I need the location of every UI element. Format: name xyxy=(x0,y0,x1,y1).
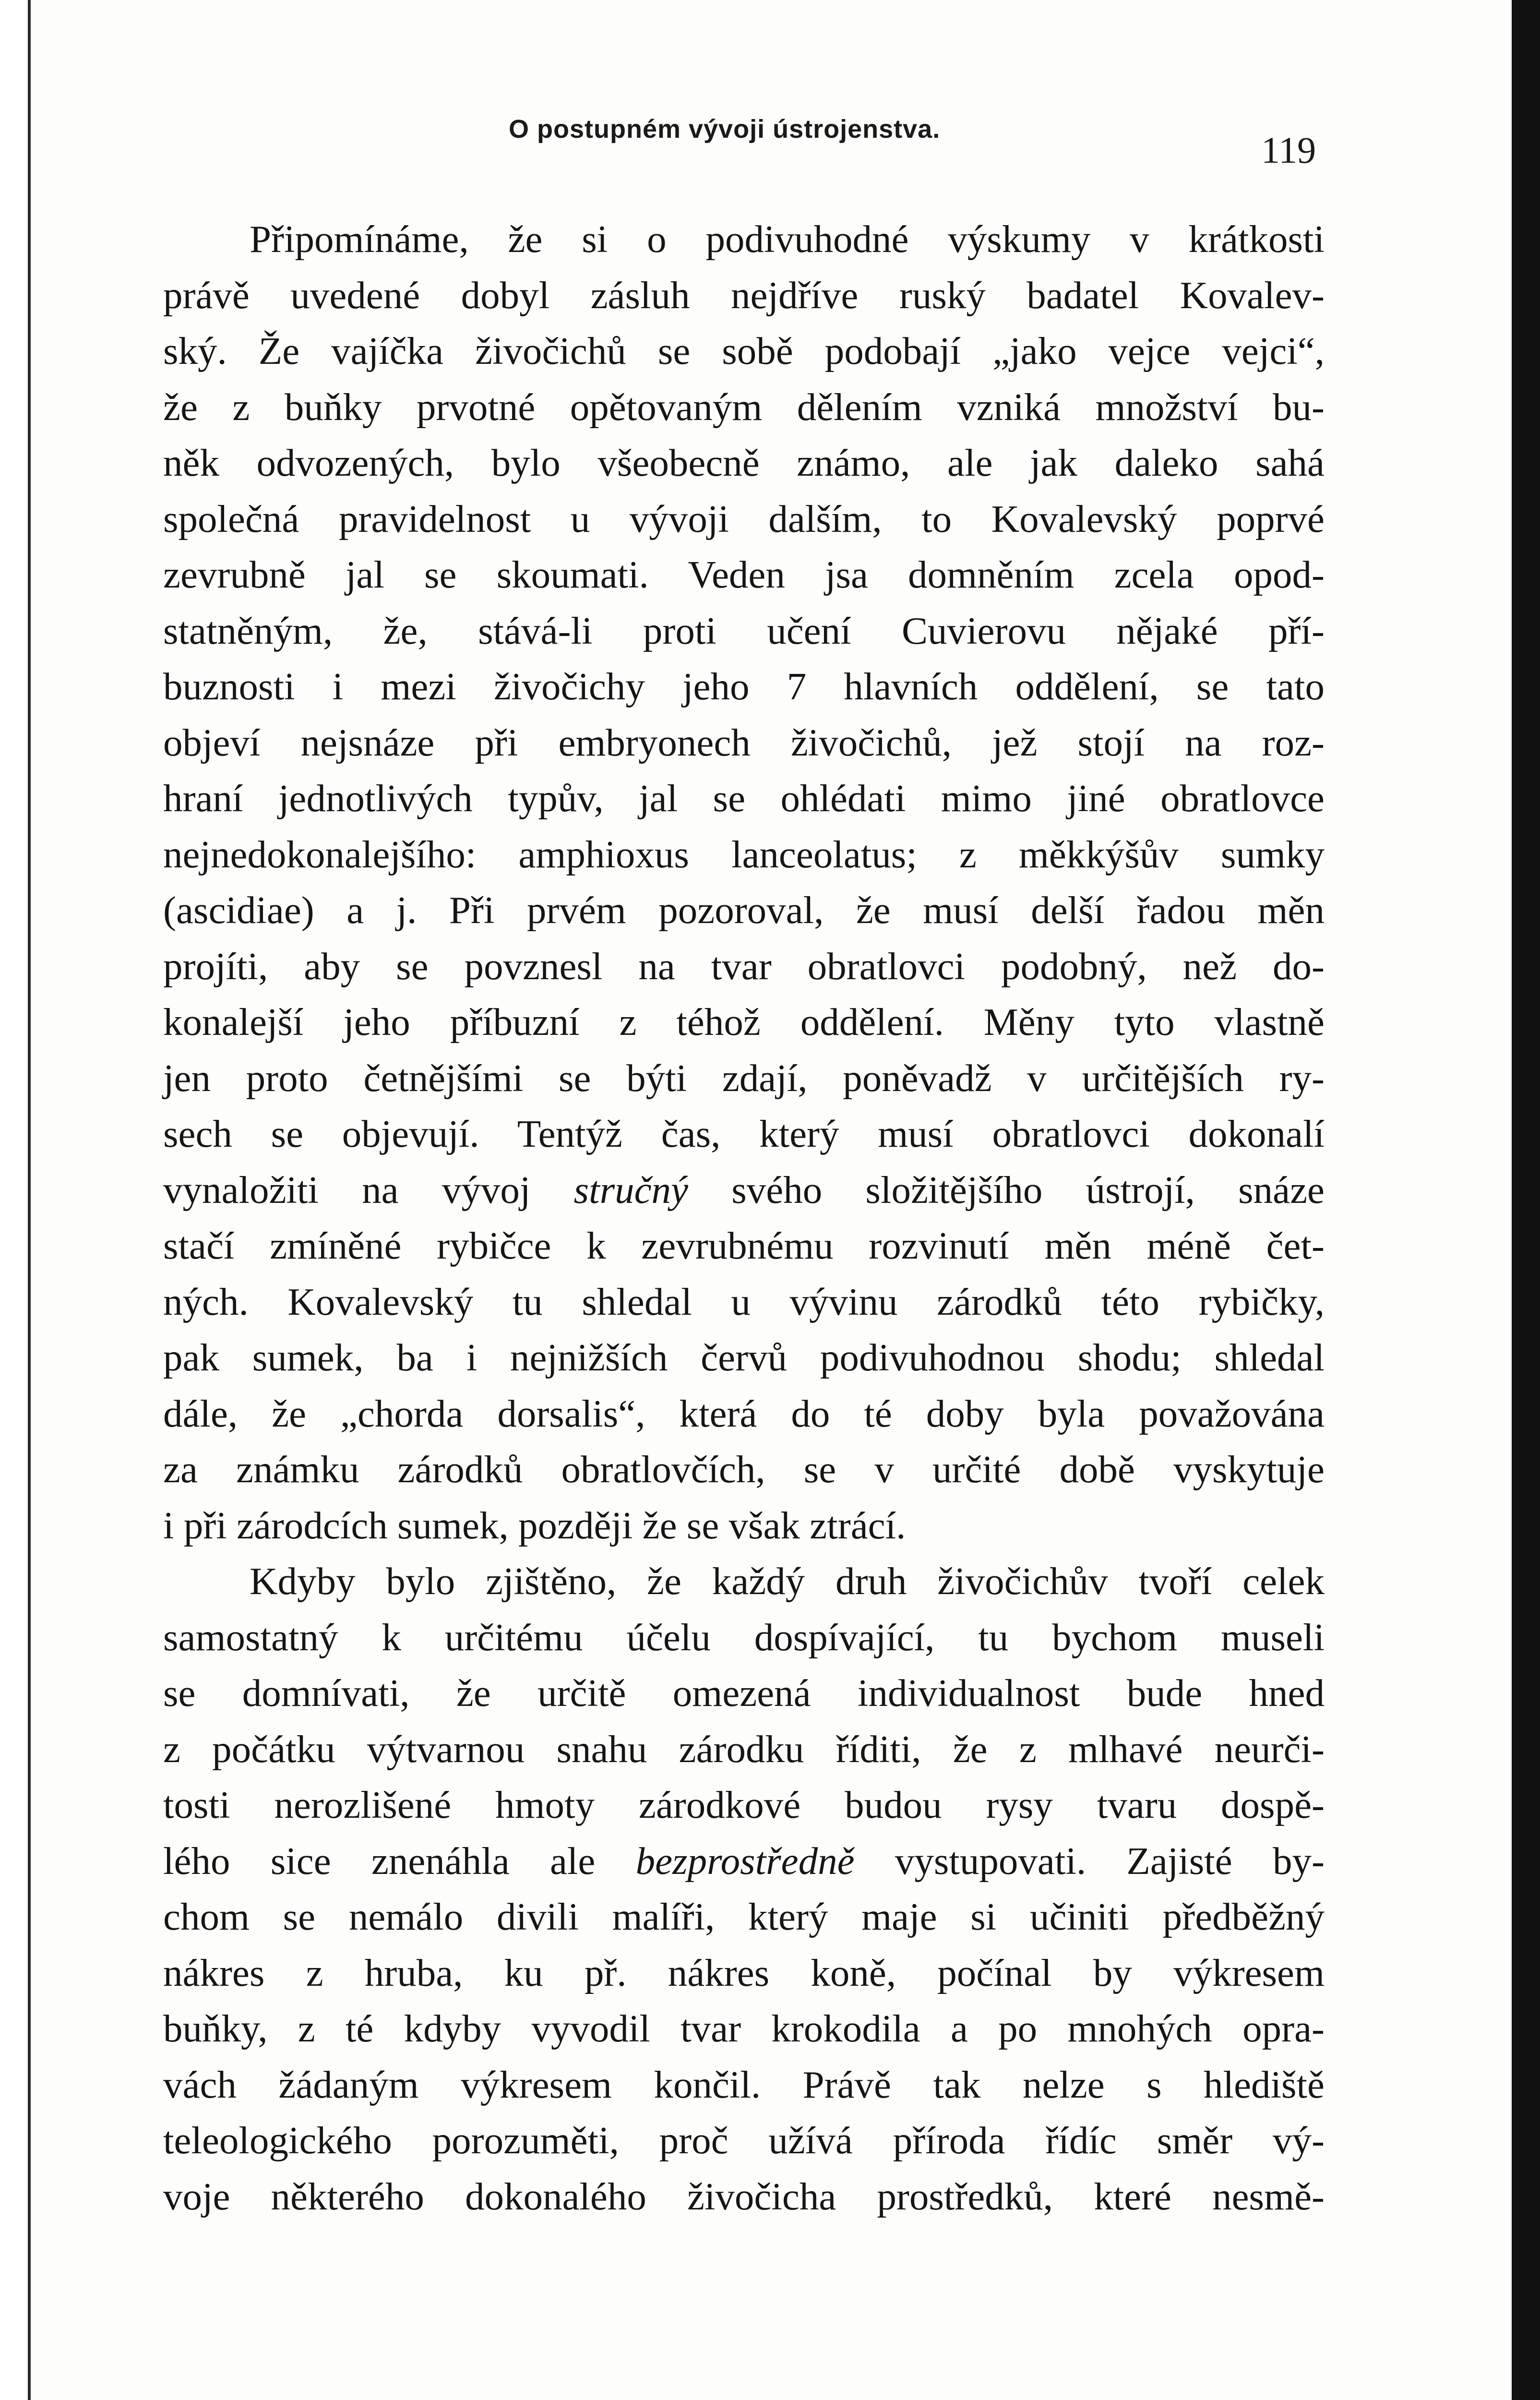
scan-margin-right xyxy=(1507,0,1512,2400)
body-text xyxy=(163,211,1325,2224)
text-line: společná pravidelnost u vývoji dalším, to Kovalevský poprvé xyxy=(163,497,1325,540)
text-line: za známku zárodků obratlovčích, se v určité době vyskytuje xyxy=(163,1448,1325,1491)
text-line: teleologického porozuměti, proč užívá příroda řídíc směr vý- xyxy=(163,2119,1325,2162)
scan-margin-left xyxy=(0,0,28,2400)
text-line: konalejší jeho příbuzní z téhož oddělení. Měny tyto vlastně xyxy=(163,1000,1325,1044)
text-line: buznosti i mezi živočichy jeho 7 hlavních oddělení, se tato xyxy=(163,665,1325,708)
text-line: tosti nerozlišené hmoty zárodkové budou rysy tvaru dospě- xyxy=(163,1783,1325,1826)
text-line: samostatný k určitému účelu dospívající, tu bychom museli xyxy=(163,1615,1325,1659)
text-line: vách žádaným výkresem končil. Právě tak nelze s hlediště xyxy=(163,2063,1325,2106)
text-line: ných. Kovalevský tu shledal u vývinu zárodků této rybičky, xyxy=(163,1280,1325,1323)
text-line: nejnedokonalejšího: amphioxus lanceolatus; z měkkýšův sumky xyxy=(163,832,1325,876)
text-line: Připomínáme, že si o podivuhodné výskumy v krátkosti xyxy=(250,217,1325,261)
text-line-with-emphasis xyxy=(163,1833,1325,1889)
text-fragment: vystupovati. Zajisté by- xyxy=(854,1839,1325,1883)
text-line: dále, že „chorda dorsalis“, která do té doby byla považována xyxy=(163,1392,1325,1435)
text-line: i při zárodcích sumek, později že se však ztrácí. xyxy=(163,1503,906,1547)
scan-edge-right xyxy=(1512,0,1540,2400)
scan-edge-left xyxy=(28,0,31,2400)
emphasis-italic: bezprostředně xyxy=(635,1839,855,1883)
text-line: objeví nejsnáze při embryonech živočichů, jež stojí na roz- xyxy=(163,720,1325,764)
text-line: z počátku výtvarnou snahu zárodku říditi, že z mlhavé neurči- xyxy=(163,1727,1325,1771)
text-fragment: svého složitějšího ústrojí, snáze xyxy=(688,1168,1325,1212)
text-line: něk odvozených, bylo všeobecně známo, ale jak daleko sahá xyxy=(163,441,1325,484)
text-line: stačí zmíněné rybičce k zevrubnému rozvinutí měn méně čet- xyxy=(163,1224,1325,1267)
text-line: se domnívati, že určitě omezená individualnost bude hned xyxy=(163,1671,1325,1715)
text-line: pak sumek, ba i nejnižších červů podivuhodnou shodu; shledal xyxy=(163,1336,1325,1379)
running-title: O postupném vývoji ústrojenstva. xyxy=(509,115,941,144)
emphasis-italic: stručný xyxy=(573,1168,688,1212)
text-fragment: vynaložiti na vývoj xyxy=(163,1168,574,1212)
text-line: právě uvedené dobyl zásluh nejdříve ruský badatel Kovalev- xyxy=(163,273,1325,317)
text-line: nákres z hruba, ku př. nákres koně, počínal by výkresem xyxy=(163,1951,1325,1994)
text-line: (ascidiae) a j. Při prvém pozoroval, že musí delší řadou měn xyxy=(163,888,1325,932)
text-line: sech se objevují. Tentýž čas, který musí obratlovci dokonalí xyxy=(163,1112,1325,1155)
text-line: zevrubně jal se skoumati. Veden jsa domněním zcela opod- xyxy=(163,553,1325,596)
text-line: buňky, z té kdyby vyvodil tvar krokodila a po mnohých opra- xyxy=(163,2007,1325,2050)
text-line: chom se nemálo divili malíři, který maje si učiniti předběžný xyxy=(163,1895,1325,1938)
page-number: 119 xyxy=(1261,129,1316,171)
text-line: hraní jednotlivých typův, jal se ohlédati mimo jiné obratlovce xyxy=(163,777,1325,820)
text-line: ský. Že vajíčka živočichů se sobě podobají „jako vejce vejci“, xyxy=(163,329,1325,372)
text-line: projíti, aby se povznesl na tvar obratlovci podobný, než do- xyxy=(163,944,1325,988)
text-line-with-emphasis xyxy=(163,1162,1325,1218)
text-line: Kdyby bylo zjištěno, že každý druh živočichův tvoří celek xyxy=(250,1560,1325,1603)
text-fragment: lého sice znenáhla ale xyxy=(163,1839,636,1883)
text-line: statněným, že, stává-li proti učení Cuvierovu nějaké pří- xyxy=(163,609,1325,652)
text-line: voje některého dokonalého živočicha prostředků, které nesmě- xyxy=(163,2174,1325,2218)
text-line: jen proto četnějšími se býti zdají, poněvadž v určitějších ry- xyxy=(163,1056,1325,1100)
text-line: že z buňky prvotné opětovaným dělením vzniká množství bu- xyxy=(163,385,1325,429)
